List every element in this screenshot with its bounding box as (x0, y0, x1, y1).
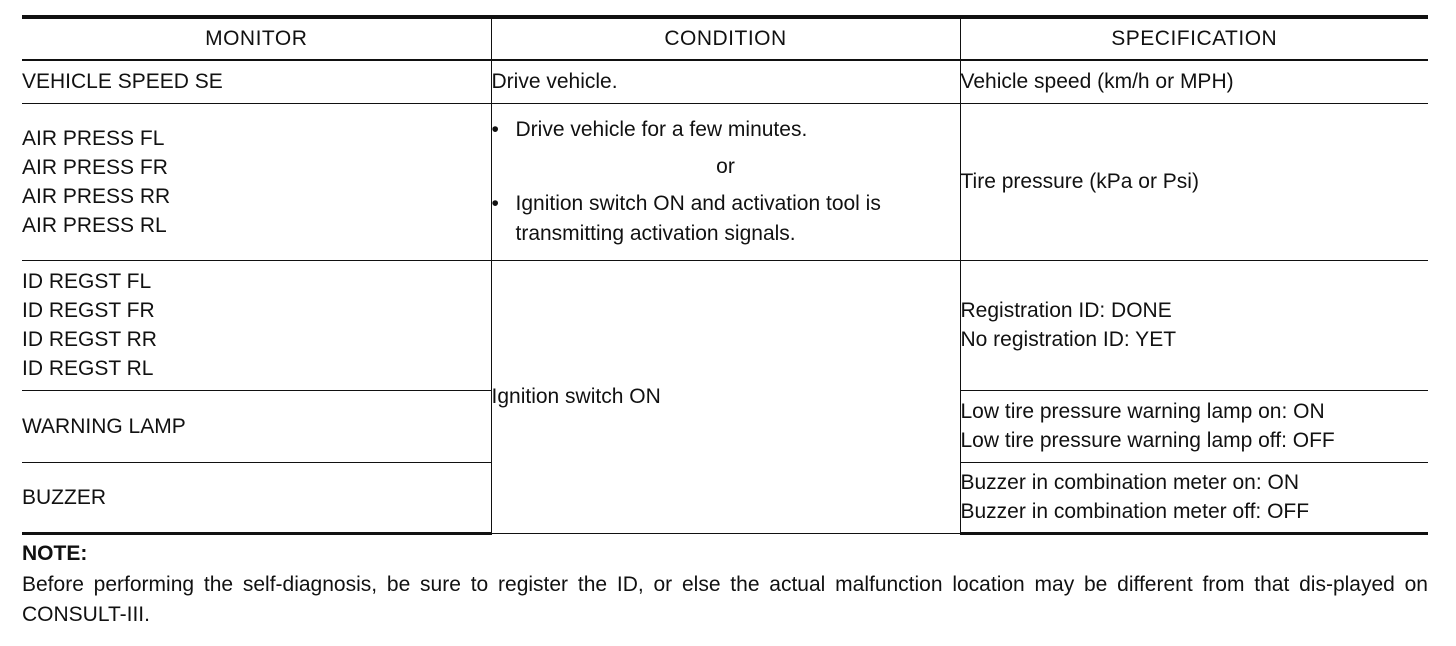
header-monitor: MONITOR (22, 17, 491, 60)
specification-cell (960, 103, 1428, 260)
condition-cell (491, 260, 960, 533)
specification-text: No registration ID: YET (960, 328, 1177, 351)
specification-cell (960, 260, 1428, 390)
monitor-item: AIR PRESS RR (22, 184, 171, 208)
monitor-item: BUZZER (22, 485, 106, 509)
condition-bullet-text: Ignition switch ON and activation tool is transmitting activation signals. (515, 191, 881, 245)
monitor-cell (22, 103, 491, 260)
note-body: Before performing the self-diagnosis, be sure to register the ID, or else the actual malfunction location may be different from that dis-played on CONSULT-III. (22, 573, 1428, 626)
monitor-item: AIR PRESS FR (22, 155, 168, 179)
specification-text: Buzzer in combination meter on: ON (960, 471, 1299, 494)
monitor-item: ID REGST RR (22, 328, 157, 351)
table-row (22, 60, 1428, 103)
monitor-item: VEHICLE SPEED SE (22, 70, 223, 94)
header-condition: CONDITION (491, 17, 960, 60)
condition-bullet (492, 115, 960, 145)
condition-cell (491, 103, 960, 260)
monitor-item: AIR PRESS RL (22, 213, 167, 237)
monitor-item: ID REGST RL (22, 357, 154, 380)
condition-bullet (492, 189, 960, 249)
specification-cell (960, 60, 1428, 103)
monitor-cell (22, 390, 491, 462)
monitor-item: ID REGST FL (22, 270, 152, 293)
specification-text: Low tire pressure warning lamp off: OFF (960, 429, 1335, 452)
monitor-spec-table (22, 15, 1428, 535)
note-section (22, 538, 1428, 630)
monitor-item: AIR PRESS FL (22, 126, 165, 150)
monitor-item: ID REGST FR (22, 299, 155, 322)
monitor-item: WARNING LAMP (22, 414, 186, 438)
table-row (22, 103, 1428, 260)
specification-text: Low tire pressure warning lamp on: ON (960, 400, 1325, 423)
specification-text: Registration ID: DONE (960, 299, 1172, 322)
specification-cell (960, 390, 1428, 462)
condition-or: or (716, 154, 735, 178)
specification-text: Buzzer in combination meter off: OFF (960, 500, 1310, 523)
bullet-icon: • (491, 191, 499, 215)
specification-text: Vehicle speed (km/h or MPH) (960, 70, 1234, 94)
monitor-cell (22, 260, 491, 390)
table-row (22, 260, 1428, 390)
header-specification: SPECIFICATION (960, 17, 1428, 60)
specification-cell (960, 462, 1428, 533)
bullet-icon: • (491, 117, 499, 141)
condition-bullet-text: Drive vehicle for a few minutes. (515, 117, 808, 141)
note-title: NOTE: (22, 542, 88, 565)
condition-text: Ignition switch ON (491, 385, 661, 408)
condition-text: Drive vehicle. (491, 70, 618, 94)
monitor-cell (22, 60, 491, 103)
monitor-cell (22, 462, 491, 533)
condition-cell (491, 60, 960, 103)
specification-text: Tire pressure (kPa or Psi) (960, 170, 1199, 193)
table-header-row (22, 17, 1428, 60)
